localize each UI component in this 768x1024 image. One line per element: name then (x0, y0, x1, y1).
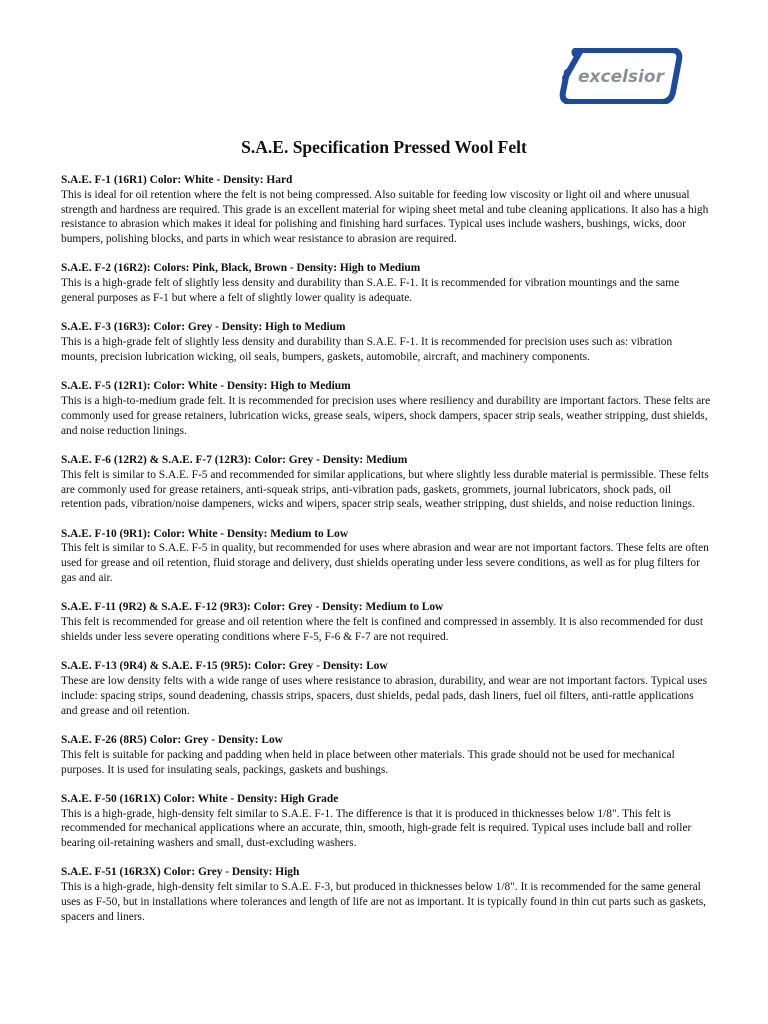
page-title: S.A.E. Specification Pressed Wool Felt (241, 137, 527, 157)
spec-section (61, 527, 711, 586)
spec-section (61, 173, 711, 247)
svg-text:excelsior: excelsior (578, 67, 664, 87)
spec-heading: S.A.E. F-13 (9R4) & S.A.E. F-15 (9R5): Color: Grey - Density: Low (61, 660, 388, 673)
spec-heading: S.A.E. F-1 (16R1) Color: White - Density: Hard (61, 174, 293, 186)
spec-section (61, 733, 711, 777)
spec-description: This felt is similar to S.A.E. F-5 in quality, but recommended for uses where abrasion and wear are not important factors. These felts are often used for grease and oil retention, fluid storage and delivery, dust shields operating under less severe conditions, as well as for plug filters for gas and air. (61, 542, 709, 585)
spec-section (61, 792, 711, 851)
spec-description: This is a high-to-medium grade felt. It is recommended for precision uses where resiliency and durability are important factors. These felts are commonly used for grease retainers, lubrication wicks, grease seals, wipers, shock dampers, spacer strip seals, weather stripping, dust shields, and noise reduction linings. (61, 395, 711, 437)
spec-heading: S.A.E. F-26 (8R5) Color: Grey - Density: Low (61, 733, 283, 746)
spec-description: This is a high-grade felt of slightly less density and durability than S.A.E. F-1. It is recommended for vibration mountings and the same general purposes as F-1 but where a felt of slightly lower quality is adequate. (61, 277, 680, 305)
spec-description: This is ideal for oil retention where the felt is not being compressed. Also suitable for feeding low viscosity or light oil and where unusual strength and hardness are required. This grade is an excellent material for wiping sheet metal and tube cleaning applications. It also has a high resistance to abrasion which makes it ideal for polishing and finishing hard surfaces. Typical uses include washers, bushings, wicks, door bumpers, polishing blocks, and parts in which wear resistance to abrasion are required. (61, 188, 709, 246)
spec-heading: S.A.E. F-11 (9R2) & S.A.E. F-12 (9R3): Color: Grey - Density: Medium to Low (61, 601, 444, 614)
spec-heading: S.A.E. F-51 (16R3X) Color: Grey - Density: High (61, 866, 300, 879)
spec-description: This felt is suitable for packing and padding when held in place between other materials. This grade should not be used for mechanical purposes. It is used for insulating seals, packings, gaskets and bushings. (61, 748, 675, 776)
spec-section (61, 379, 711, 438)
spec-list (61, 173, 711, 939)
spec-section (61, 865, 711, 924)
spec-heading: S.A.E. F-10 (9R1): Color: White - Density: Medium to Low (61, 527, 349, 540)
spec-section (61, 659, 711, 718)
spec-section (61, 453, 711, 512)
spec-heading: S.A.E. F-6 (12R2) & S.A.E. F-7 (12R3): Color: Grey - Density: Medium (61, 453, 408, 466)
spec-description: These are low density felts with a wide range of uses where resistance to abrasion, durability, and wear are not important factors. Typical uses include: spacing strips, sound deadening, chassis strips, spacers, dust shields, pedal pads, dash liners, fuel oil filters, anti-rattle applications and grease and oil retention. (61, 675, 708, 717)
spec-description: This is a high-grade felt of slightly less density and durability than S.A.E. F-1. It is recommended for precision uses such as: vibration mounts, precision lubrication wicking, oil seals, bumpers, gaskets, automobile, aircraft, and machinery components. (61, 336, 673, 363)
spec-heading: S.A.E. F-50 (16R1X) Color: White - Density: High Grade (61, 792, 339, 805)
spec-description: This is a high-grade, high-density felt similar to S.A.E. F-1. The difference is that it is produced in thicknesses below 1/8". This felt is recommended for mechanical applications where an accurate, thin, smooth, high-grade felt is required. Typical uses include ball and roller bearing oil-retaining washers and small, dust-excluding washers. (61, 807, 692, 850)
spec-description: This is a high-grade, high-density felt similar to S.A.E. F-3, but produced in thicknesses below 1/8". It is recommended for the same general uses as F-50, but in installations where tolerances and length of life are not as important. It is typically found in thin cut parts such as gaskets, spacers and liners. (61, 881, 707, 923)
spec-description: This felt is similar to S.A.E. F-5 and recommended for similar applications, but where slightly less durable material is permissible. These felts are commonly used for grease retainers, anti-squeak strips, anti-vibration pads, gaskets, grommets, journal lubricators, shock pads, oil retention pads, vibration/noise dampeners, wicks and wipers, spacer strip seals, weather stripping, dust shields, and noise reduction linings. (61, 468, 709, 511)
spec-section (61, 261, 711, 305)
spec-heading: S.A.E. F-5 (12R1): Color: White - Density: High to Medium (61, 380, 351, 393)
spec-section (61, 600, 711, 644)
spec-section (61, 320, 711, 364)
spec-description: This felt is recommended for grease and oil retention where the felt is confined and compressed in assembly. It is also recommended for dust shields under less severe operating conditions where F-5, F-6 & F-7 are not required. (61, 616, 704, 643)
spec-heading: S.A.E. F-3 (16R3): Color: Grey - Density: High to Medium (61, 321, 346, 334)
excelsior-logo (559, 48, 683, 104)
spec-heading: S.A.E. F-2 (16R2): Colors: Pink, Black, Brown - Density: High to Medium (61, 262, 421, 275)
